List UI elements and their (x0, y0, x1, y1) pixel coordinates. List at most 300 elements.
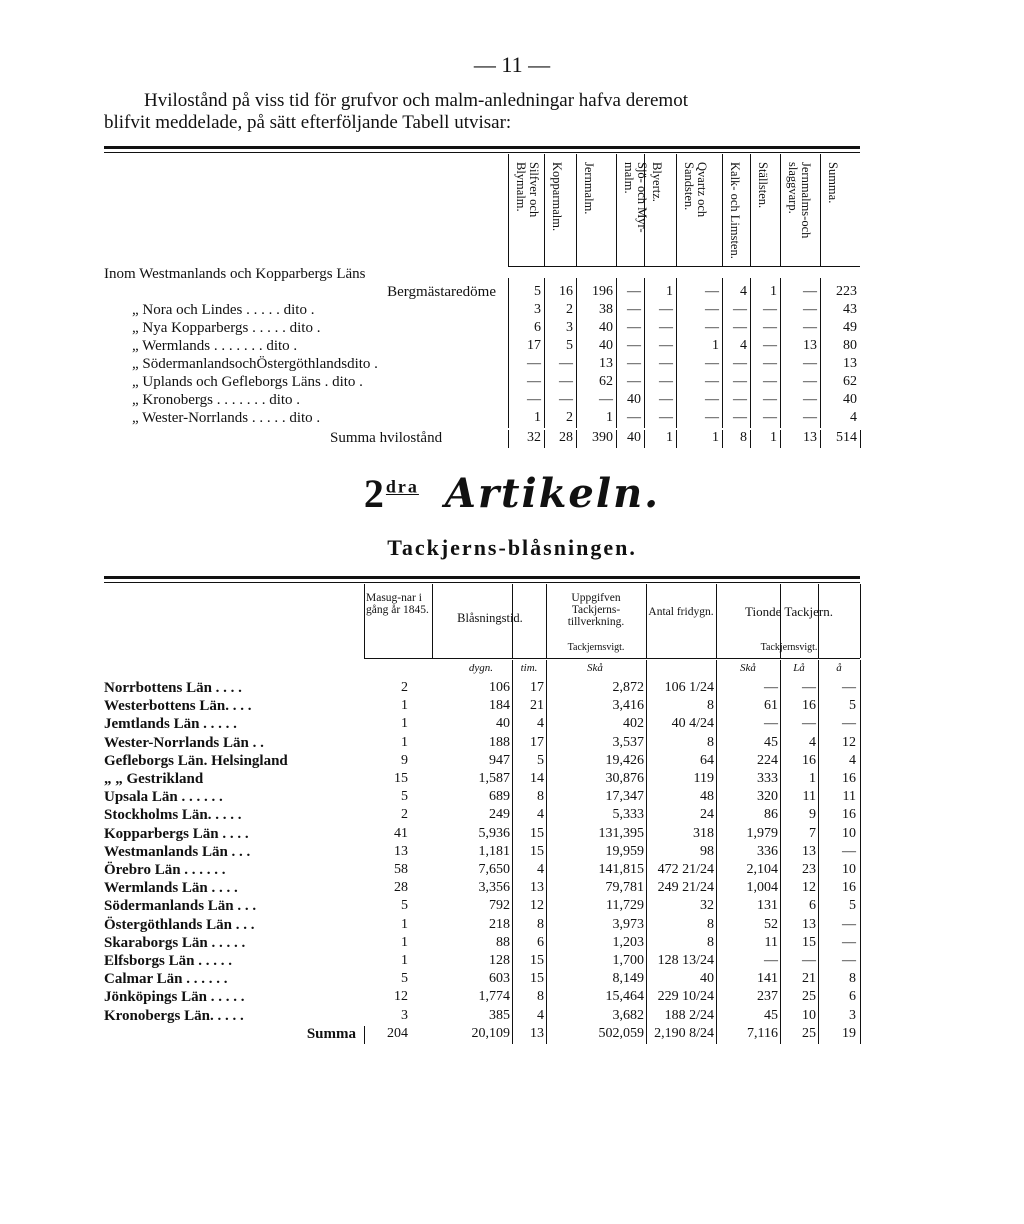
table1-row-label-2: Bergmästaredöme (387, 284, 496, 300)
table2-total-cell: 13 (530, 1025, 544, 1041)
table1-col-header: Jernmalm. (582, 162, 596, 215)
table2-cell: 12 (842, 734, 856, 750)
table2-cell: 12 (530, 898, 544, 914)
table2-cell: 2,872 (612, 680, 644, 695)
table1-cell: 16 (559, 284, 573, 299)
table1-col-header: Silfver och Blymalm. (514, 162, 541, 218)
table1-row-label: „ Wester-Norrlands . . . . . dito . (132, 410, 321, 426)
table2-cell: 45 (764, 734, 778, 750)
table1-cell: — (559, 356, 573, 371)
table2-cell: 106 1/24 (664, 680, 714, 695)
table1-row-label: „ SödermanlandsochÖstergöthlandsdito . (132, 356, 378, 372)
table2-cell: 318 (693, 825, 714, 841)
table2-cell: 1 (401, 698, 408, 714)
table2-cell: 3 (401, 1007, 408, 1023)
table2-row-label: Örebro Län . . . . . . (104, 862, 226, 878)
table1-header-divider (544, 154, 545, 266)
table2-cell: 336 (757, 843, 778, 859)
table1-total-cell: 1 (770, 430, 777, 445)
table2-header-divider (860, 584, 861, 658)
table1-body-divider (780, 278, 781, 428)
table2-cell: 11 (842, 789, 856, 805)
table1-cell: 5 (566, 338, 573, 353)
table2-cell: 11 (802, 789, 816, 805)
table2-row-label: Skaraborgs Län . . . . . (104, 934, 246, 951)
table2-cell: 4 (849, 752, 856, 768)
table2-cell: — (764, 680, 778, 695)
table1-body-divider (722, 278, 723, 428)
table2-row-label: Gefleborgs Län. Helsingland (104, 752, 288, 769)
table1-total-divider (860, 430, 861, 448)
table1-cell: — (705, 410, 719, 425)
table2-cell: 333 (757, 771, 778, 786)
table1-header-divider (780, 154, 781, 266)
table1-col-header: Summa. (826, 162, 840, 204)
table2-cell: 86 (764, 807, 778, 823)
table2-cell: 249 (489, 807, 510, 823)
table2-cell: 385 (489, 1007, 510, 1023)
table1-total-cell: 8 (740, 430, 747, 445)
table2-cell: 1 (401, 916, 408, 932)
table2-cell: 1,181 (478, 843, 510, 859)
table1-cell: 1 (712, 338, 719, 353)
intro-paragraph (104, 90, 864, 134)
table1-col-header: Kalk- och Limsten. (728, 162, 742, 259)
table2-total-divider (818, 1026, 819, 1044)
table2-cell: 4 (537, 1007, 544, 1023)
table2-total-divider (512, 1026, 513, 1044)
table1-cell: — (705, 392, 719, 407)
table2-cell: — (802, 953, 816, 968)
table1-col-header: Qvartz och Sandsten. (682, 162, 709, 218)
table2-cell: 14 (530, 771, 544, 786)
table2-cell: 13 (802, 916, 816, 932)
table1-cell: 62 (599, 374, 613, 389)
table2-cell: 24 (700, 807, 714, 823)
table1-cell: — (659, 320, 673, 335)
table2-cell: 9 (401, 752, 408, 768)
table1-col-header: Blyertz. (650, 162, 664, 202)
table2-cell: 8 (707, 734, 714, 750)
table1-cell: — (733, 410, 747, 425)
table2-cell: 5,936 (478, 825, 510, 841)
table2-row-label: Stockholms Län. . . . . (104, 807, 242, 824)
table1-total-label: Summa hvilostånd (330, 430, 443, 446)
table2-total-cell: 7,116 (747, 1025, 778, 1041)
table1-cell: — (527, 356, 541, 371)
table1-cell: 223 (836, 284, 857, 299)
table1-total-cell: 1 (712, 430, 719, 445)
table2-cell: 40 4/24 (671, 716, 714, 732)
table1-body-divider (644, 278, 645, 428)
table2-body-divider (716, 660, 717, 1026)
table1-body-divider (750, 278, 751, 428)
table2-cell: 1 (401, 716, 408, 732)
table2-cell: 947 (489, 752, 510, 768)
table1-cell: 2 (566, 302, 573, 317)
table1-cell: — (659, 302, 673, 317)
table2-cell: 15 (530, 843, 544, 859)
table1-cell: 13 (803, 338, 817, 353)
table1-cell: 17 (527, 338, 541, 353)
table2-total-cell: 25 (802, 1025, 816, 1041)
table1-cell: — (627, 284, 641, 299)
table1-cell: — (763, 320, 777, 335)
table2-cell: 15,464 (605, 989, 644, 1005)
table1-cell: 4 (740, 284, 747, 299)
table1-row-label: „ Nya Kopparbergs . . . . . dito . (132, 320, 321, 336)
table2-cell: 58 (394, 862, 408, 877)
table1-cell: 1 (534, 410, 541, 425)
table2-cell: 10 (802, 1007, 816, 1023)
table2-cell: 5 (849, 698, 856, 714)
table2-cell: 8 (537, 789, 544, 805)
table2-row-label: Upsala Län . . . . . . (104, 789, 223, 806)
table1-total-cell: 390 (592, 430, 613, 445)
table2-cell: 128 (489, 953, 510, 968)
table1-body-divider (508, 278, 509, 428)
table1-cell: 40 (599, 338, 613, 353)
table1-col-header: Jernmalms-och slaggvarp. (786, 162, 813, 239)
table2-total-divider (646, 1026, 647, 1044)
table2-cell: 11,729 (606, 898, 644, 914)
table2-cell: 229 10/24 (657, 989, 714, 1005)
table2-cell: 21 (802, 971, 816, 987)
table2-row-label: Kronobergs Län. . . . . (104, 1007, 244, 1024)
table2-total-cell: 502,059 (598, 1025, 644, 1041)
table1-header-divider (616, 154, 617, 266)
table1-cell: — (733, 320, 747, 335)
table1-cell: 196 (592, 284, 613, 299)
table1-total-divider (722, 430, 723, 448)
table2-cell: 16 (802, 752, 816, 768)
table1-total-divider (616, 430, 617, 448)
table1-cell: — (705, 302, 719, 317)
table2-cell: 4 (537, 716, 544, 732)
table1-cell: — (803, 356, 817, 371)
table2-cell: 8 (707, 934, 714, 950)
table1-cell: — (627, 374, 641, 389)
table2-cell: — (764, 953, 778, 968)
table2-cell: 141,815 (598, 862, 644, 877)
table2-cell: 15 (530, 971, 544, 987)
table1-cell: 4 (740, 338, 747, 353)
table1-cell: — (705, 284, 719, 299)
table1-cell: — (627, 356, 641, 371)
table2-cell: — (842, 843, 856, 859)
table2-unit: Skå (587, 662, 603, 674)
table2-cell: 61 (764, 698, 778, 714)
table2-cell: 25 (802, 989, 816, 1005)
table1-cell: — (599, 392, 613, 407)
table2-row-label: Södermanlands Län . . . (104, 898, 257, 915)
table1-top-rule (104, 146, 860, 149)
table2-cell: 16 (842, 807, 856, 823)
table2-cell: — (764, 716, 778, 732)
table2-cell: 8 (537, 989, 544, 1005)
table1-cell: — (733, 392, 747, 407)
table2-cell: 6 (537, 934, 544, 950)
table2-total-divider (860, 1026, 861, 1044)
table2-header-bottom-rule (364, 658, 860, 659)
table2-total-cell: 2,190 8/24 (654, 1025, 714, 1041)
table2-cell: 19,426 (605, 752, 644, 768)
table2-cell: 17 (530, 680, 544, 695)
table2-cell: 8 (707, 698, 714, 714)
table2-header-divider (546, 584, 547, 658)
table2-cell: 237 (757, 989, 778, 1005)
table1-cell: 40 (843, 392, 857, 407)
table2-total-divider (780, 1026, 781, 1044)
table1-header-divider (508, 154, 509, 266)
table1-header-divider (676, 154, 677, 266)
table1-header-divider (722, 154, 723, 266)
table1-cell: 43 (843, 302, 857, 317)
table2-cell: 5 (401, 971, 408, 987)
table2-cell: 15 (394, 771, 408, 786)
table1-total-cell: 28 (559, 430, 573, 445)
table2-cell: 3 (849, 1007, 856, 1023)
table1-cell: 2 (566, 410, 573, 425)
table2-cell: 10 (842, 825, 856, 841)
table1-col-header: Sjö- och Myr-malm. (622, 162, 649, 233)
intro-line-2: blifvit meddelade, på sätt efterföljande Tabell utvisar: (104, 112, 512, 133)
table1-row-label: „ Nora och Lindes . . . . . dito . (132, 302, 315, 318)
table1-cell: — (705, 374, 719, 389)
table2-body-divider (818, 660, 819, 1026)
table2-header-divider (716, 584, 717, 658)
table1-cell: — (659, 392, 673, 407)
table2-cell: 141 (757, 971, 778, 987)
table2-cell: 41 (394, 825, 408, 841)
table1-col-header: Ställsten. (756, 162, 770, 209)
table2-cell: 106 (489, 680, 510, 695)
table2-cell: 16 (842, 771, 856, 786)
table2-row-label: Wermlands Län . . . . (104, 880, 238, 897)
table2-header-masugnar: Masug-nar i gång år 1845. (366, 592, 429, 616)
table2-cell: 8 (707, 916, 714, 932)
table2-row-label: Westerbottens Län. . . . (104, 698, 252, 715)
table2-cell: 6 (849, 989, 856, 1005)
table1-cell: — (803, 410, 817, 425)
table1-body-divider (544, 278, 545, 428)
table2-cell: 40 (496, 716, 510, 732)
table1-header-divider (820, 154, 821, 266)
table2-cell: 13 (394, 843, 408, 859)
table1-cell: — (803, 374, 817, 389)
table2-cell: 5,333 (612, 807, 644, 823)
table1-total-cell: 13 (803, 430, 817, 445)
article-subtitle: Tackjerns-blåsningen. (387, 535, 637, 560)
table1-cell: — (659, 338, 673, 353)
table2-cell: — (842, 680, 856, 695)
table2-row-label: Jönköpings Län . . . . . (104, 989, 245, 1006)
table2-header-uppgifven: Uppgifven Tackjerns-tillverkning. (567, 592, 625, 628)
table2-unit: tim. (520, 662, 538, 674)
table1-cell: — (705, 356, 719, 371)
table1-total-divider (750, 430, 751, 448)
table2-cell: 1 (401, 734, 408, 750)
table2-row-label: Jemtlands Län . . . . . (104, 716, 237, 733)
table1-cell: — (733, 356, 747, 371)
table2-cell: — (842, 916, 856, 932)
table2-cell: 15 (802, 934, 816, 950)
table2-cell: — (842, 934, 856, 950)
table2-cell: 218 (489, 916, 510, 932)
table1-cell: — (627, 320, 641, 335)
table1-cell: 3 (534, 302, 541, 317)
table2-total-cell: 20,109 (471, 1025, 510, 1041)
table1-cell: 13 (843, 356, 857, 371)
table2-cell: 6 (809, 898, 816, 914)
table2-body-divider (646, 660, 647, 1026)
article-number: 2 (363, 471, 386, 516)
table2-cell: 17 (530, 734, 544, 750)
table2-cell: 16 (802, 698, 816, 714)
table1-body-divider (676, 278, 677, 428)
table2-cell: 5 (401, 898, 408, 914)
table1-total-divider (820, 430, 821, 448)
table1-cell: — (659, 410, 673, 425)
table2-cell: — (842, 716, 856, 732)
table2-cell: 2,104 (746, 862, 778, 877)
table2-total-cell: 19 (842, 1025, 856, 1041)
table1-header-divider (576, 154, 577, 266)
table2-unit: Lå (793, 662, 805, 674)
table2-header-blasningstid: Blåsningstid. (457, 611, 523, 625)
table2-cell: — (802, 680, 816, 695)
table1-total-divider (508, 430, 509, 448)
table2-cell: 8,149 (612, 971, 644, 987)
table2-cell: 3,356 (478, 880, 510, 896)
table2-cell: 1,979 (746, 825, 778, 841)
table2-cell: 5 (849, 898, 856, 914)
table2-header-antal: Antal fridygn. (648, 606, 714, 618)
page-number: — 11 — (473, 52, 551, 77)
table2-cell: 689 (489, 789, 510, 805)
table2-total-divider (546, 1026, 547, 1044)
table1-cell: — (803, 320, 817, 335)
table2-cell: 119 (693, 771, 714, 786)
table1-body-divider (616, 278, 617, 428)
table2-total-divider (716, 1026, 717, 1044)
table2-cell: 40 (700, 971, 714, 987)
table2-header-tionde-sub: Tackjernsvigt. (760, 642, 818, 653)
table2-cell: — (842, 953, 856, 968)
table1-cell: — (659, 356, 673, 371)
table2-cell: 3,416 (612, 698, 644, 714)
table1-cell: — (627, 302, 641, 317)
table1-cell: 6 (534, 320, 541, 335)
table1-row-label: „ Kronobergs . . . . . . . dito . (132, 392, 301, 408)
table1-total-divider (544, 430, 545, 448)
table2-cell: 131 (757, 898, 778, 914)
table2-header-divider (646, 584, 647, 658)
table2-top-rule (104, 576, 860, 579)
table1-body-divider (820, 278, 821, 428)
table1-header-bottom-rule (508, 266, 860, 267)
table2-cell: 1,004 (746, 880, 778, 896)
table1-cell: — (733, 374, 747, 389)
table2-cell: 52 (764, 916, 778, 932)
table2-header-divider (432, 584, 433, 658)
table2-cell: 131,395 (598, 825, 644, 841)
table2-cell: 8 (537, 916, 544, 932)
table2-header-uppgifven-sub: Tackjernsvigt. (567, 642, 625, 653)
table1-total-cell: 32 (527, 430, 541, 445)
table2-cell: 184 (489, 698, 510, 714)
table2-cell: 128 13/24 (657, 953, 714, 968)
table1-body-divider (576, 278, 577, 428)
article-heading (0, 470, 1024, 517)
table2-cell: 12 (394, 989, 408, 1005)
table2-cell: 472 21/24 (657, 862, 714, 877)
table1-cell: — (527, 374, 541, 389)
table2-cell: 2 (401, 807, 408, 823)
table2-unit: dygn. (468, 662, 494, 674)
table2-cell: 30,876 (605, 771, 644, 786)
table2-cell: 21 (530, 698, 544, 714)
table1-cell: — (763, 374, 777, 389)
table1-cell: — (803, 302, 817, 317)
table2-cell: 1,774 (478, 989, 510, 1005)
table2-top-rule-thin (104, 582, 860, 583)
table2-cell: 5 (537, 752, 544, 768)
table2-cell: 13 (802, 843, 816, 859)
table1-cell: 1 (666, 284, 673, 299)
table1-cell: — (733, 302, 747, 317)
table2-cell: 402 (623, 716, 644, 732)
table1-cell: 62 (843, 374, 857, 389)
intro-line-1: Hvilostånd på viss tid för grufvor och malm-anledningar hafva deremot (144, 90, 688, 111)
table1-cell: 5 (534, 284, 541, 299)
table2-total-cell: 204 (387, 1025, 408, 1041)
table2-cell: 28 (394, 880, 408, 896)
table2-cell: 3,682 (612, 1007, 644, 1023)
table2-cell: 3,537 (612, 734, 644, 750)
table1-total-divider (644, 430, 645, 448)
table1-cell: — (527, 392, 541, 407)
table2-total-divider (364, 1026, 365, 1044)
table1-cell: — (705, 320, 719, 335)
table2-header-tionde: Tionde Tackjern. (745, 604, 833, 619)
table2-cell: 7 (809, 825, 816, 841)
table2-body-divider (780, 660, 781, 1026)
table2-cell: 79,781 (605, 880, 644, 896)
table2-cell: 64 (700, 752, 714, 768)
table1-cell: — (659, 374, 673, 389)
table1-top-rule-thin (104, 152, 860, 153)
table2-body-divider (512, 660, 513, 1026)
table2-header-divider (364, 584, 365, 658)
table1-cell: — (627, 338, 641, 353)
table2-cell: 188 (489, 734, 510, 750)
table1-total-cell: 1 (666, 430, 673, 445)
table1-row-label: Inom Westmanlands och Kopparbergs Läns (104, 266, 366, 282)
table2-cell: 8 (849, 971, 856, 987)
table2-cell: — (802, 716, 816, 732)
table1-cell: — (559, 392, 573, 407)
table1-cell: 3 (566, 320, 573, 335)
table2-unit: Skå (740, 662, 756, 674)
table2-cell: 1 (809, 771, 816, 786)
table1-cell: — (627, 410, 641, 425)
table2-cell: 5 (401, 789, 408, 805)
table1-row-label: „ Wermlands . . . . . . . dito . (132, 338, 298, 354)
table2-cell: 48 (700, 789, 714, 805)
table1-total-cell: 40 (627, 430, 641, 445)
table2-total-label: Summa (306, 1025, 356, 1042)
